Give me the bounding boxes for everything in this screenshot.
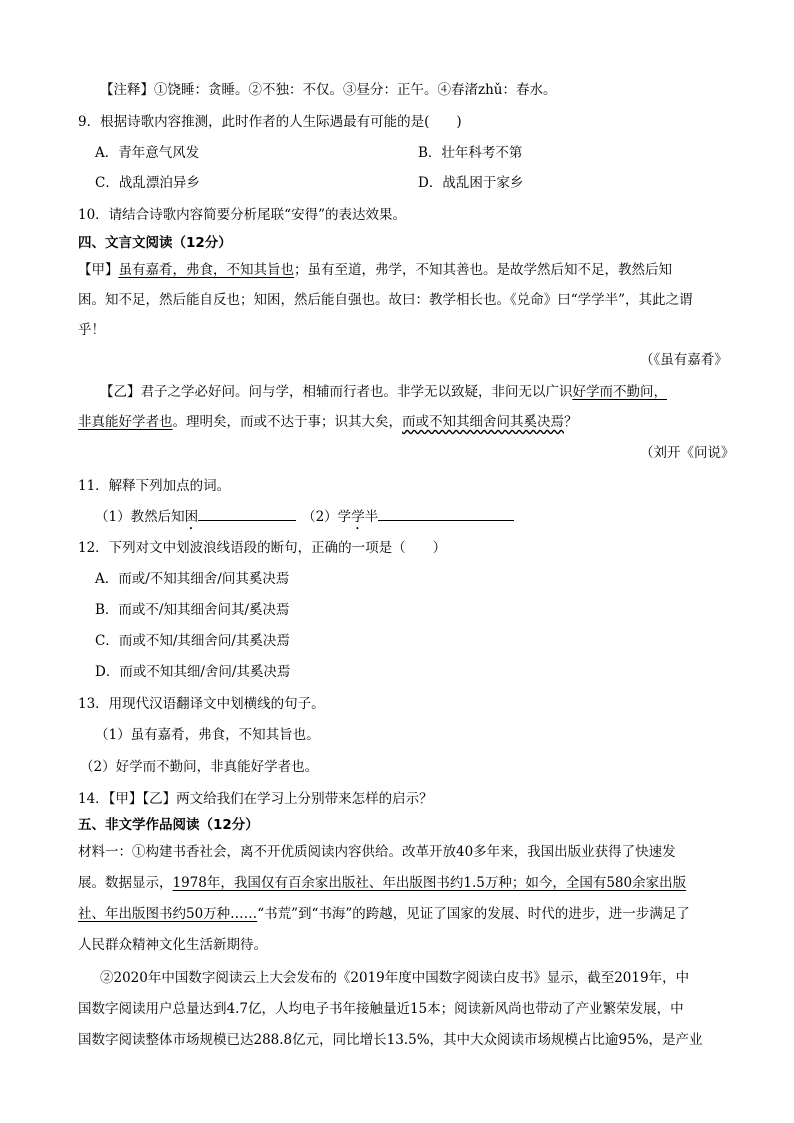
poem-notes: 【注释】①饶睡：贪睡。②不独：不仅。③昼分：正午。④春渚zhǔ：春水。: [100, 82, 557, 98]
question-12-option-a: A．而或/不知其细舍/问其奚决焉: [95, 571, 290, 587]
question-9-option-d: D．战乱困于家乡: [418, 175, 524, 191]
question-13-item-1: （1）虽有嘉肴，弗食，不知其旨也。: [95, 727, 320, 743]
passage-yi-end: ？: [564, 414, 578, 430]
question-14: 14．【甲】【乙】两文给我们在学习上分别带来怎样的启示？: [78, 791, 433, 807]
q11-item-1-text: （1）教然后知: [95, 509, 185, 525]
question-11-stem: 11．解释下列加点的词。: [78, 478, 231, 494]
yi-wavy-segment: 而或不知其细舍问其奚决焉: [402, 414, 564, 430]
material-1-text: 展。数据显示，: [78, 875, 173, 891]
yi-underlined-sentence-part-1: 好学而不勤问，: [572, 384, 667, 400]
material-1-underlined-part-2: 社、年出版图书约50万种……: [78, 906, 258, 922]
material-1-text-2: “书荒”到“书海”的跨越，见证了国家的发展、时代的进步，进一步满足了: [257, 906, 690, 922]
passage-yi-text: 【乙】君子之学必好问。问与学，相辅而行者也。非学无以致疑，非问无以广识: [100, 384, 573, 400]
q11-answer-blank-2[interactable]: [378, 506, 514, 521]
passage-jia-source: （《虽有嘉肴》: [640, 352, 728, 368]
material-1-para-2-line-2: 国数字阅读用户总量达到4.7亿，人均电子书年接触量近15本；阅读新风尚也带动了产业繁荣发展，中: [78, 1001, 684, 1017]
material-1-para-2-line-3: 国数字阅读整体市场规模已达288.8亿元，同比增长13.5%，其中大众阅读市场规模占比逾95%，是产业: [78, 1032, 703, 1048]
question-10: 10．请结合诗歌内容简要分析尾联“安得”的表达效果。: [78, 207, 406, 223]
material-1-underlined-part-1: 1978年，我国仅有百余家出版社、年出版图书约1.5万种；如今，全国有580余家出版: [172, 875, 687, 891]
question-12-option-b: B．而或不/知其细舍问其/奚决焉: [95, 602, 290, 618]
question-11-items: [95, 506, 514, 526]
passage-jia-line-2: 困。知不足，然后能自反也；知困，然后能自强也。故曰：教学相长也。《兑命》曰“学学半”，其此之谓: [78, 292, 693, 308]
passage-yi-source: （刘开《问说》: [640, 445, 735, 461]
section-4-title: 四、文言文阅读（12分）: [78, 235, 232, 251]
q11-item-1-dotted-word: 困: [184, 509, 199, 525]
material-1-line-1: 材料一：①构建书香社会，离不开优质阅读内容供给。改革开放40多年来，我国出版业获得了快速发: [78, 844, 676, 860]
question-9-option-a: A．青年意气风发: [95, 145, 200, 161]
question-12-stem: 12．下列对文中划波浪线语段的断句，正确的一项是（ ）: [78, 540, 447, 556]
passage-jia-line-3: 乎！: [78, 322, 105, 338]
question-12-option-d: D．而或不知其细/舍问/其奚决焉: [95, 664, 291, 680]
question-12-option-c: C．而或不知/其细舍问/其奚决焉: [95, 633, 290, 649]
q11-item-2-text-end: 半: [364, 509, 379, 525]
question-13-item-2: （2）好学而不勤问，非真能好学者也。: [80, 759, 319, 775]
passage-jia-line-1: [78, 260, 672, 280]
q11-item-2-text: （2）学: [302, 509, 352, 525]
passage-jia-text: ；虽有至道，弗学，不知其善也。是故学然后知不足，教然后知: [294, 262, 672, 278]
q11-answer-blank-1[interactable]: [198, 506, 296, 521]
passage-yi-text-2: 。理明矣，而或不达于事；识其大矣，: [172, 414, 402, 430]
material-1-line-3: [78, 904, 690, 924]
jia-underlined-sentence: 虽有嘉肴，弗食，不知其旨也: [118, 262, 294, 278]
question-13-stem: 13．用现代汉语翻译文中划横线的句子。: [78, 696, 325, 712]
material-1-line-4: 人民群众精神文化生活新期待。: [78, 937, 267, 953]
yi-underlined-sentence-part-2: 非真能好学者也: [78, 414, 173, 430]
material-1-para-2-line-1: ②2020年中国数字阅读云上大会发布的《2019年度中国数字阅读白皮书》显示，截至2019年，中: [100, 970, 690, 986]
passage-yi-line-1: [100, 382, 667, 402]
question-9-option-b: B．壮年科考不第: [418, 145, 523, 161]
q11-item-2-dotted-word: 学: [351, 509, 365, 525]
question-9-option-c: C．战乱漂泊异乡: [95, 175, 200, 191]
passage-yi-line-2: [78, 412, 578, 432]
section-5-title: 五、非文学作品阅读（12分）: [78, 817, 259, 833]
material-1-line-2: [78, 873, 686, 893]
passage-jia-label: 【甲】: [78, 262, 119, 278]
question-9-stem: 9．根据诗歌内容推测，此时作者的人生际遇最有可能的是( ): [78, 114, 462, 130]
